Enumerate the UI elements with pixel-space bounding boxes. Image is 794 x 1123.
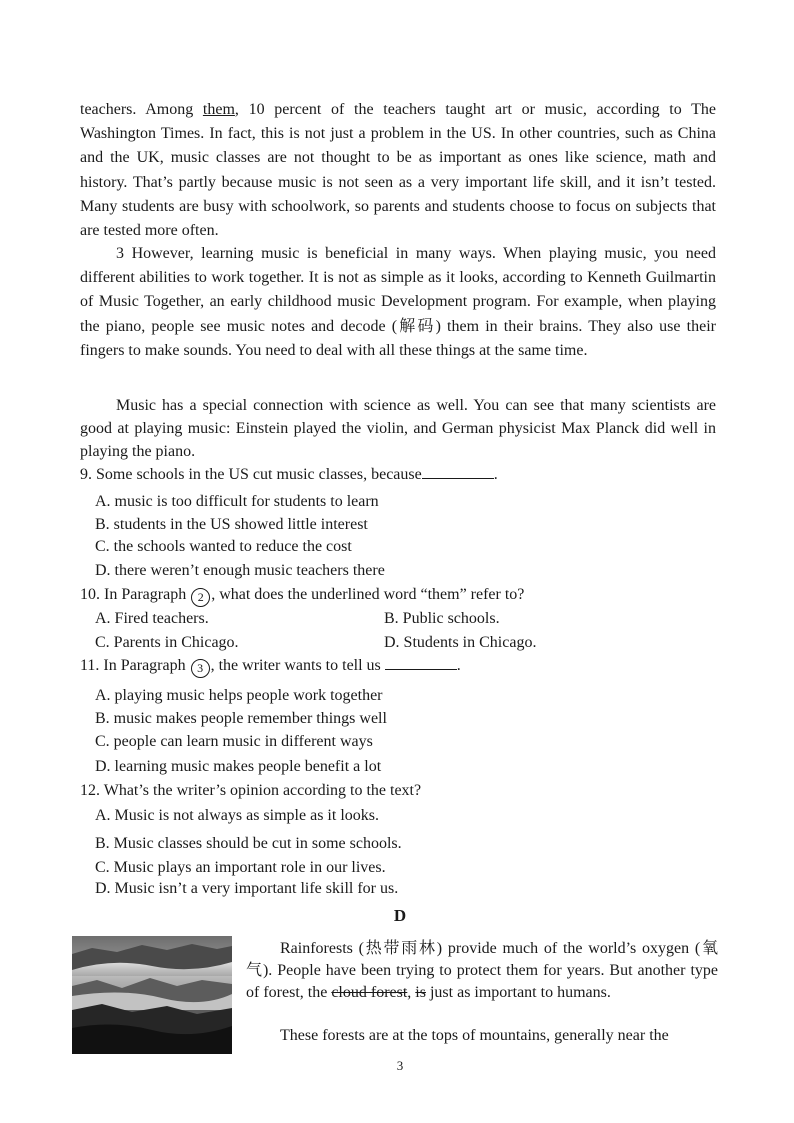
answer-blank — [422, 464, 494, 479]
q10-option-c: C. Parents in Chicago. — [95, 634, 239, 651]
passage-paragraph-2: teachers. Among them, 10 percent of the teachers taught art or music, according to The Washington Times. In fact, this is not just a problem in the US. In other countries, such as China and the UK, music classes are not thought to be as important as ones like science, math and history. That’s partly because music is not seen as a very important life skill, and it isn’t tested. Many students are busy with schoolwork, so parents and students choose to focus on subjects that are tested more often. — [80, 101, 716, 240]
page-number: 3 — [396, 1058, 404, 1073]
passage-paragraph-4: Music has a special connection with science as well. You can see that many scientists are good at playing music: Einstein played the violin, and German physicist Max Planck did well in playing the piano. — [80, 397, 716, 460]
q9-option-d: D. there weren’t enough music teachers there — [95, 562, 385, 579]
q9-option-c: C. the schools wanted to reduce the cost — [95, 538, 352, 555]
passage-d-paragraph-1: Rainforests (热带雨林) provide much of the world’s oxygen (氧气). People have been trying to protect them for years. But another type of forest, the cloud forest, is just as important to humans. — [246, 940, 718, 1001]
question-12: 12. What’s the writer’s opinion according to the text? — [80, 782, 422, 799]
q10-option-d: D. Students in Chicago. — [384, 634, 537, 651]
q10-option-a: A. Fired teachers. — [95, 610, 209, 627]
struck-text-cloud-forest: cloud forest — [331, 984, 408, 1001]
q10-option-b: B. Public schools. — [384, 610, 500, 627]
section-d-heading: D — [393, 906, 407, 925]
underlined-word-them: them — [202, 101, 235, 118]
q9-option-a: A. music is too difficult for students to learn — [95, 493, 379, 510]
circled-number-3: 3 — [191, 659, 210, 678]
q12-option-d: D. Music isn’t a very important life skill for us. — [95, 880, 399, 897]
passage-paragraph-3: 3 However, learning music is beneficial in many ways. When playing music, you need different abilities to work together. It is not as simple as it looks, according to Kenneth Guilmartin of Music Together, an early childhood music Development program. For example, when playing the piano, people see music notes and decode (解码) them in their brains. They also use their fingers to make sounds. You need to deal with all these things at the same time. — [80, 245, 716, 359]
q9-option-b: B. students in the US showed little interest — [95, 516, 368, 533]
q11-option-d: D. learning music makes people benefit a lot — [95, 758, 382, 775]
circled-number-2: 2 — [191, 588, 210, 607]
question-9: 9. Some schools in the US cut music classes, because . — [80, 466, 498, 483]
q11-option-b: B. music makes people remember things well — [95, 710, 387, 727]
question-11: 11. In Paragraph 3 , the writer wants to tell us . — [80, 655, 720, 678]
q11-option-c: C. people can learn music in different ways — [95, 733, 373, 750]
struck-text-is: is — [415, 984, 426, 1001]
answer-blank — [385, 655, 457, 670]
q12-option-c: C. Music plays an important role in our lives. — [95, 859, 386, 876]
q12-option-b: B. Music classes should be cut in some schools. — [95, 835, 402, 852]
passage-d-paragraph-2: These forests are at the tops of mountains, generally near the — [280, 1027, 669, 1044]
q12-option-a: A. Music is not always as simple as it looks. — [95, 807, 379, 824]
q11-option-a: A. playing music helps people work together — [95, 687, 383, 704]
cloud-forest-photo — [72, 936, 232, 1054]
question-10: 10. In Paragraph 2 , what does the underlined word “them” refer to? — [80, 584, 720, 607]
